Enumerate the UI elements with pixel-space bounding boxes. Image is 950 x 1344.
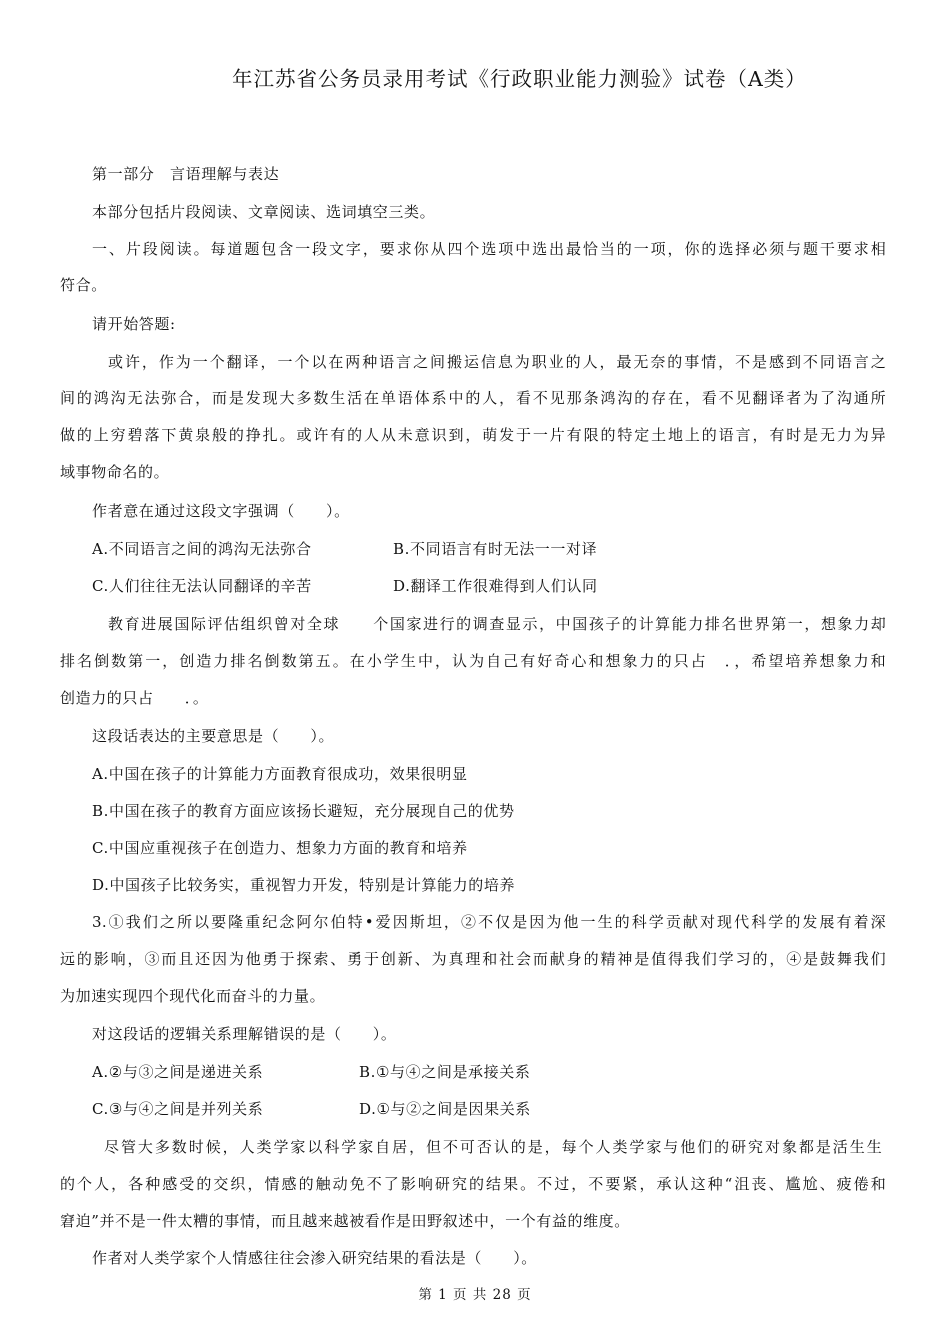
section-intro-line1: 一、片段阅读。每道题包含一段文字，要求你从四个选项中选出最恰当的一项，你的选择必须与题干要求相 — [92, 240, 886, 258]
q3-passage-line: 为加速实现四个现代化而奋斗的力量。 — [60, 987, 326, 1005]
start-prompt: 请开始答题: — [92, 315, 176, 333]
q3-stem: 对这段话的逻辑关系理解错误的是（ ）。 — [92, 1025, 397, 1043]
q1-passage-line: 域事物命名的。 — [60, 463, 170, 481]
q3-passage-line: 远的影响，③而且还因为他勇于探索、勇于创新、为真理和社会而献身的精神是值得我们学习的，④是鼓舞我们 — [60, 950, 886, 968]
q2-option-a: A.中国在孩子的计算能力方面教育很成功，效果很明显 — [92, 765, 468, 783]
q2-option-d: D.中国孩子比较务实，重视智力开发，特别是计算能力的培养 — [92, 876, 516, 894]
q1-option-d: D.翻译工作很难得到人们认同 — [393, 577, 598, 595]
part-intro: 本部分包括片段阅读、文章阅读、选词填空三类。 — [92, 203, 436, 221]
q2-option-b: B.中国在孩子的教育方面应该扬长避短，充分展现自己的优势 — [92, 802, 515, 820]
q2-passage-line: 排名倒数第一，创造力排名倒数第五。在小学生中，认为自己有好奇心和想象力的只占 ．，希望培养想象力和 — [60, 652, 886, 670]
q4-passage-line: 的个人，各种感受的交织，情感的触动免不了影响研究的结果。不过，不要紧，承认这种“沮丧、尴尬、疲倦和 — [60, 1175, 886, 1193]
section-intro-line2: 符合。 — [60, 276, 107, 294]
q3-passage-line: 3.①我们之所以要隆重纪念阿尔伯特•爱因斯坦，②不仅是因为他一生的科学贡献对现代科学的发展有着深 — [92, 913, 886, 931]
q4-stem: 作者对人类学家个人情感往往会渗入研究结果的看法是（ ）。 — [92, 1249, 537, 1267]
q4-passage-line: 窘迫”并不是一件太糟的事情，而且越来越被看作是田野叙述中，一个有益的维度。 — [60, 1212, 630, 1230]
q3-option-c: C.③与④之间是并列关系 — [92, 1100, 264, 1118]
q2-stem: 这段话表达的主要意思是（ ）。 — [92, 727, 335, 745]
q1-stem: 作者意在通过这段文字强调（ ）。 — [92, 502, 350, 520]
q3-option-a: A.②与③之间是递进关系 — [92, 1063, 264, 1081]
q1-option-a: A.不同语言之间的鸿沟无法弥合 — [92, 540, 312, 558]
q2-passage-line: 教育进展国际评估组织曾对全球 个国家进行的调查显示，中国孩子的计算能力排名世界第一，想象力却 — [108, 615, 886, 633]
q3-option-b: B.①与④之间是承接关系 — [359, 1063, 531, 1081]
q4-passage-line: 尽管大多数时候，人类学家以科学家自居，但不可否认的是，每个人类学家与他们的研究对象都是活生生 — [104, 1138, 882, 1156]
page-title: 年江苏省公务员录用考试《行政职业能力测验》试卷（A类） — [232, 67, 807, 91]
q2-passage-line: 创造力的只占 ．。 — [60, 689, 209, 707]
page-footer: 第 1 页 共 28 页 — [418, 1287, 532, 1303]
q1-option-c: C.人们往往无法认同翻译的辛苦 — [92, 577, 312, 595]
q1-passage-line: 间的鸿沟无法弥合，而是发现大多数生活在单语体系中的人，看不见那条鸿沟的存在，看不见翻译者为了沟通所 — [60, 389, 886, 407]
q1-passage-line: 做的上穷碧落下黄泉般的挣扎。或许有的人从未意识到，萌发于一片有限的特定土地上的语言，有时是无力为异 — [60, 426, 886, 444]
part-heading: 第一部分 言语理解与表达 — [92, 165, 280, 183]
q1-passage-line: 或许，作为一个翻译，一个以在两种语言之间搬运信息为职业的人，最无奈的事情，不是感到不同语言之 — [108, 353, 886, 371]
q1-option-b: B.不同语言有时无法一一对译 — [393, 540, 598, 558]
q3-option-d: D.①与②之间是因果关系 — [359, 1100, 531, 1118]
q2-option-c: C.中国应重视孩子在创造力、想象力方面的教育和培养 — [92, 839, 468, 857]
